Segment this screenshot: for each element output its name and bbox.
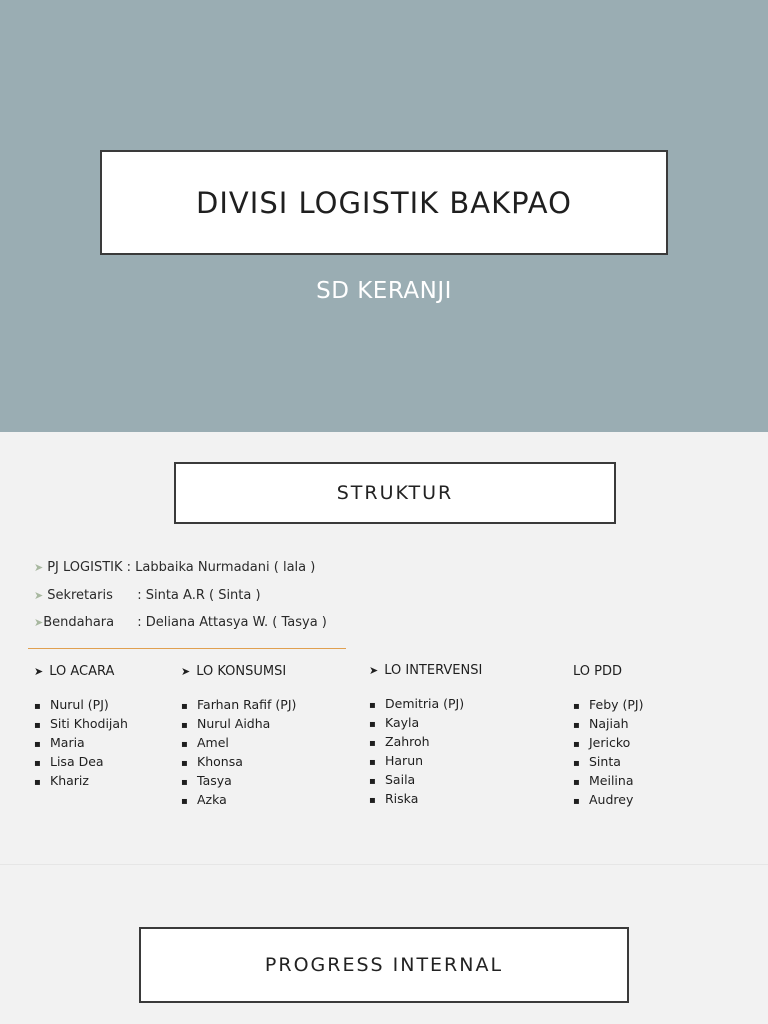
column-head: LO PDD bbox=[573, 664, 623, 679]
list-item: ▪ Audrey bbox=[573, 791, 643, 810]
list-item: ▪ Jericko bbox=[573, 734, 643, 753]
column-lo-pdd bbox=[573, 664, 643, 810]
slide-subtitle: SD KERANJI bbox=[316, 278, 452, 304]
arrow-bullet-icon: ➤ bbox=[34, 616, 44, 629]
list-item: ▪ Siti Khodijah bbox=[34, 715, 128, 734]
column-head: ➤ LO ACARA bbox=[34, 664, 115, 679]
role-label: Bendahara bbox=[43, 615, 115, 630]
role-bendahara bbox=[34, 615, 327, 630]
list-item: ▪ Maria bbox=[34, 734, 128, 753]
member-list bbox=[573, 696, 643, 810]
list-item: ▪ Sinta bbox=[573, 753, 643, 772]
struktur-heading: STRUKTUR bbox=[336, 482, 454, 504]
column-head: ➤ LO INTERVENSI bbox=[369, 663, 483, 678]
list-item: ▪ Tasya bbox=[181, 772, 296, 791]
list-item: ▪ Khonsa bbox=[181, 753, 296, 772]
divider-line bbox=[28, 648, 346, 649]
list-item: ▪ Lisa Dea bbox=[34, 753, 128, 772]
list-item: ▪ Kayla bbox=[369, 714, 482, 733]
column-head: ➤ LO KONSUMSI bbox=[181, 664, 287, 679]
list-item: ▪ Harun bbox=[369, 752, 482, 771]
arrow-bullet-icon: ➤ bbox=[34, 665, 44, 678]
member-list bbox=[34, 696, 128, 791]
column-lo-intervensi bbox=[369, 663, 482, 809]
list-item: ▪ Nurul Aidha bbox=[181, 715, 296, 734]
arrow-bullet-icon: ➤ bbox=[34, 561, 44, 574]
role-pj-logistik bbox=[34, 560, 315, 575]
progress-heading-box bbox=[139, 927, 629, 1003]
role-label: PJ LOGISTIK bbox=[47, 560, 123, 575]
list-item: ▪ Demitria (PJ) bbox=[369, 695, 482, 714]
member-list bbox=[181, 696, 296, 810]
list-item: ▪ Riska bbox=[369, 790, 482, 809]
arrow-bullet-icon: ➤ bbox=[34, 589, 44, 602]
struktur-heading-box bbox=[174, 462, 616, 524]
list-item: ▪ Saila bbox=[369, 771, 482, 790]
struktur-slide bbox=[0, 432, 768, 864]
list-item: ▪ Amel bbox=[181, 734, 296, 753]
progress-heading: PROGRESS INTERNAL bbox=[264, 954, 504, 976]
title-slide bbox=[0, 0, 768, 432]
arrow-bullet-icon: ➤ bbox=[181, 665, 191, 678]
list-item: ▪ Farhan Rafif (PJ) bbox=[181, 696, 296, 715]
role-sekretaris bbox=[34, 588, 261, 603]
list-item: ▪ Feby (PJ) bbox=[573, 696, 643, 715]
member-list bbox=[369, 695, 482, 809]
list-item: ▪ Zahroh bbox=[369, 733, 482, 752]
role-value: : Labbaika Nurmadani ( lala ) bbox=[126, 560, 316, 575]
list-item: ▪ Najiah bbox=[573, 715, 643, 734]
list-item: ▪ Nurul (PJ) bbox=[34, 696, 128, 715]
role-value: : Deliana Attasya W. ( Tasya ) bbox=[137, 615, 327, 630]
column-lo-konsumsi bbox=[181, 664, 296, 810]
column-lo-acara bbox=[34, 664, 128, 791]
title-box bbox=[100, 150, 668, 255]
list-item: ▪ Azka bbox=[181, 791, 296, 810]
progress-slide bbox=[0, 864, 768, 1024]
slide-title: DIVISI LOGISTIK BAKPAO bbox=[196, 185, 572, 220]
arrow-bullet-icon: ➤ bbox=[369, 664, 379, 677]
list-item: ▪ Khariz bbox=[34, 772, 128, 791]
list-item: ▪ Meilina bbox=[573, 772, 643, 791]
role-value: : Sinta A.R ( Sinta ) bbox=[137, 588, 261, 603]
role-label: Sekretaris bbox=[47, 588, 113, 603]
